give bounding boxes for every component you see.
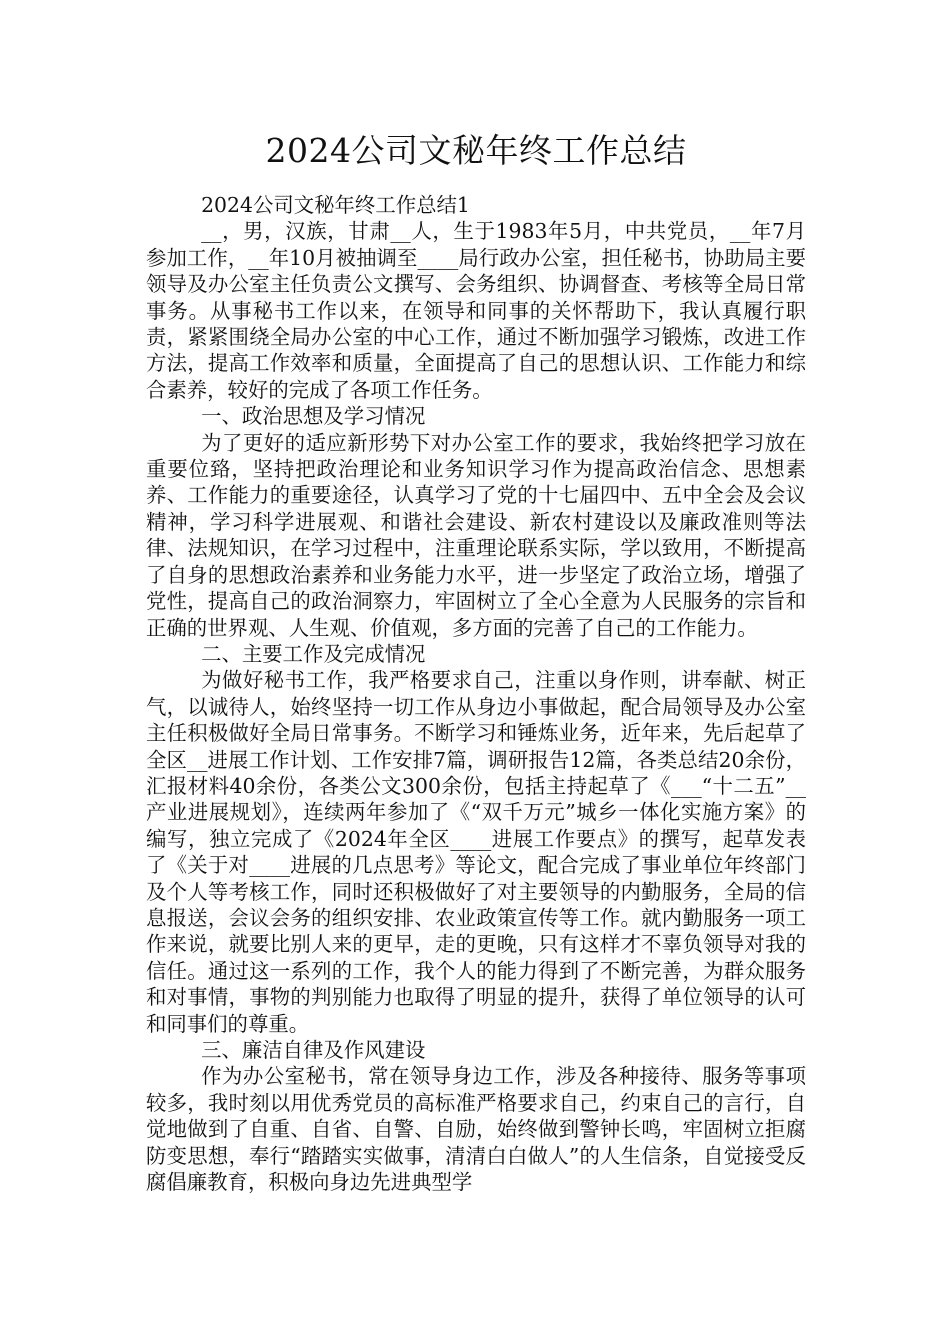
section-heading-2: 二、主要工作及完成情况 (201, 641, 426, 666)
section-heading-1: 一、政治思想及学习情况 (201, 404, 426, 429)
section-paragraph-2: 为做好秘书工作，我严格要求自己，注重以身作则，讲奉献、树正气，以诚待人，始终坚持一切工作从身边小事做起，配合局领导及办公室主任积极做好全局日常事务。不断学习和锤炼业务，近年来，先后起草了全区__进展工作计划、工作安排7篇，调研报告12篇，各类总结20余份，汇报材料40余份，各类公文300余份，包括主持起草了《___“十二五”__产业进展规划》，连续两年参加了《“双千万元”城乡一体化实施方案》的编写，独立完成了《2024年全区____进展工作要点》的撰写，起草发表了《关于对____进展的几点思考》等论文，配合完成了事业单位年终部门及个人等考核工作，同时还积极做好了对主要领导的内勤服务，全局的信息报送，会议会务的组织安排、农业政策宣传等工作。就内勤服务一项工作来说，就要比别人来的更早，走的更晚，只有这样才不辜负领导对我的信任。通过这一系列的工作，我个人的能力得到了不断完善，为群众服务和对事情，事物的判别能力也取得了明显的提升，获得了单位领导的认可和同事们的尊重。 (146, 668, 806, 1036)
subtitle: 2024公司文秘年终工作总结1 (201, 193, 470, 217)
document-title: 2024公司文秘年终工作总结 (265, 131, 687, 170)
document-page (146, 128, 806, 1195)
section-heading-3: 三、廉洁自律及作风建设 (201, 1038, 426, 1062)
document-body (146, 192, 806, 1195)
intro-paragraph: __，男，汉族，甘肃__人，生于1983年5月，中共党员，__年7月参加工作，__年10月被抽调至____局行政办公室，担任秘书，协助局主要领导及办公室主任负责公文撰写、会务组织、协调督查、考核等全局日常事务。从事秘书工作以来，在领导和同事的关怀帮助下，我认真履行职责，紧紧围绕全局办公室的中心工作，通过不断加强学习锻炼，改进工作方法，提高工作效率和质量，全面提高了自己的思想认识、工作能力和综合素养，较好的完成了各项工作任务。 (146, 219, 806, 402)
section-paragraph-3: 作为办公室秘书，常在领导身边工作，涉及各种接待、服务等事项较多，我时刻以用优秀党员的高标准严格要求自己，约束自己的言行，自觉地做到了自重、自省、自警、自励，始终做到警钟长鸣，牢固树立拒腐防变思想，奉行“踏踏实实做事，清清白白做人”的人生信条，自觉接受反腐倡廉教育，积极向身边先进典型学 (146, 1064, 806, 1195)
section-paragraph-1: 为了更好的适应新形势下对办公室工作的要求，我始终把学习放在重要位臵，坚持把政治理论和业务知识学习作为提高政治信念、思想素养、工作能力的重要途径，认真学习了党的十七届四中、五中全会及会议精神，学习科学进展观、和谐社会建设、新农村建设以及廉政准则等法律、法规知识，在学习过程中，注重理论联系实际，学以致用，不断提高了自身的思想政治素养和业务能力水平，进一步坚定了政治立场，增强了党性，提高自己的政治洞察力，牢固树立了全心全意为人民服务的宗旨和正确的世界观、人生观、价值观，多方面的完善了自己的工作能力。 (146, 430, 806, 640)
